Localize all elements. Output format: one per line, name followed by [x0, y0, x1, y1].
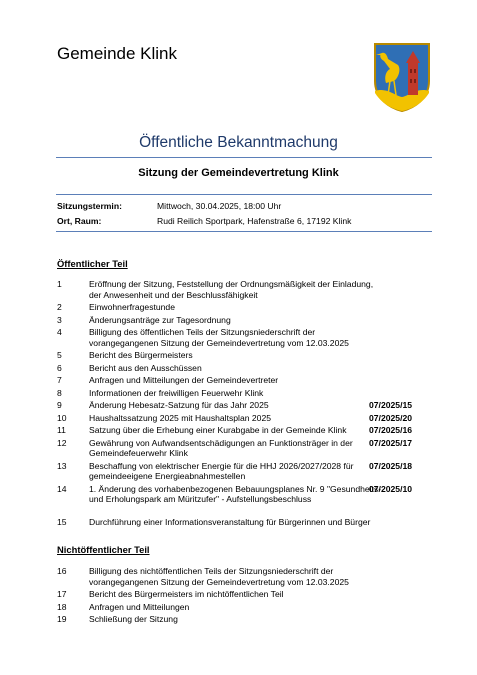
agenda-item [57, 388, 413, 401]
document-title: Öffentliche Bekanntmachung [139, 134, 338, 151]
agenda-item [57, 614, 413, 627]
agenda-item-text: Eröffnung der Sitzung, Feststellung der Ordnungsmäßigkeit der Einladung, der Anwesenheit und der Beschlussfähigkeit [89, 279, 374, 300]
agenda-item [57, 375, 413, 388]
agenda-item-text: Bericht aus den Ausschüssen [89, 362, 202, 373]
agenda-item-number: 13 [57, 460, 67, 471]
agenda-item-number: 7 [57, 375, 62, 385]
public-agenda-list [57, 279, 413, 540]
agenda-item [57, 413, 413, 426]
meta-top-divider [56, 194, 432, 195]
agenda-item-text: Satzung über die Erhebung einer Kurabgabe in der Gemeinde Klink [89, 425, 347, 435]
agenda-item-number: 8 [57, 387, 62, 398]
agenda-item-text: Billigung des nichtöffentlichen Teils der Sitzungsniederschrift der vorangegangenen Sitzung der Gemeindevertretung vom 12.03.2025 [89, 566, 349, 587]
agenda-item [57, 350, 413, 363]
agenda-item-text: Durchführung einer Informationsveranstaltung für Bürgerinnen und Bürger [89, 517, 371, 527]
meeting-date-label: Sitzungstermin: [57, 201, 122, 211]
agenda-item-text: Beschaffung von elektrischer Energie für die HHJ 2026/2027/2028 für gemeindeeigene Energieabnahmestellen [89, 460, 354, 481]
agenda-item-number: 14 [57, 483, 67, 494]
agenda-item-number: 5 [57, 350, 62, 360]
nonpublic-section-heading: Nichtöffentlicher Teil [57, 544, 150, 555]
agenda-item [57, 484, 413, 518]
nonpublic-agenda-list [57, 566, 413, 627]
agenda-item-number: 3 [57, 314, 62, 325]
agenda-item-text: Bericht des Bürgermeisters im nichtöffentlichen Teil [89, 589, 284, 599]
agenda-item-number: 12 [57, 437, 67, 448]
title-divider [56, 157, 432, 158]
agenda-item-text: Anfragen und Mitteilungen der Gemeindevertreter [89, 375, 279, 385]
agenda-item-text: 1. Änderung des vorhabenbezogenen Bebauungsplanes Nr. 9 "Gesundheits- und Erholungspark am Müritzufer" - Aufstellungsbeschluss [89, 483, 382, 504]
agenda-item-reference: 07/2025/20 [369, 412, 413, 423]
agenda-item-number: 1 [57, 279, 62, 289]
agenda-item-reference: 07/2025/17 [369, 437, 413, 448]
agenda-item [57, 400, 413, 413]
agenda-item [57, 589, 413, 602]
agenda-item-text: Haushaltssatzung 2025 mit Haushaltsplan 2025 [89, 412, 272, 423]
agenda-item-number: 15 [57, 517, 67, 527]
agenda-item-number: 17 [57, 589, 67, 599]
agenda-item-number: 16 [57, 566, 67, 576]
meta-bottom-divider [56, 231, 432, 232]
agenda-item [57, 438, 413, 461]
agenda-item-text: Informationen der freiwilligen Feuerwehr Klink [89, 387, 264, 398]
agenda-item [57, 327, 413, 350]
agenda-item-reference: 07/2025/18 [369, 460, 413, 471]
agenda-item-text: Schließung der Sitzung [89, 614, 178, 624]
agenda-item-number: 6 [57, 362, 62, 373]
agenda-item-number: 11 [57, 425, 66, 435]
agenda-item [57, 363, 413, 376]
agenda-item [57, 566, 413, 589]
agenda-item-reference: 07/2025/15 [369, 400, 413, 410]
agenda-item-text: Bericht des Bürgermeisters [89, 350, 193, 360]
agenda-item [57, 517, 413, 540]
agenda-item-text: Änderungsanträge zur Tagesordnung [89, 314, 231, 325]
agenda-item [57, 302, 413, 315]
agenda-item-text: Anfragen und Mitteilungen [89, 601, 190, 612]
meeting-place-label: Ort, Raum: [57, 216, 102, 226]
agenda-item-text: Billigung des öffentlichen Teils der Sitzungsniederschrift der vorangegangenen Sitzung der Gemeindevertretung vom 12.03.2025 [89, 327, 349, 348]
agenda-item-number: 10 [57, 412, 67, 423]
agenda-item-text: Einwohnerfragestunde [89, 302, 175, 312]
agenda-item-number: 2 [57, 302, 62, 312]
agenda-item-text: Gewährung von Aufwandsentschädigungen an Funktionsträger in der Gemeindefeuerwehr Klink [89, 437, 353, 458]
agenda-item-number: 9 [57, 400, 62, 410]
meeting-place-value: Rudi Reilich Sportpark, Hafenstraße 6, 17192 Klink [157, 216, 352, 226]
agenda-item [57, 279, 413, 302]
agenda-item [57, 425, 413, 438]
agenda-item-reference: 07/2025/16 [369, 425, 413, 435]
agenda-item-text: Änderung Hebesatz-Satzung für das Jahr 2025 [89, 400, 269, 410]
municipality-name: Gemeinde Klink [57, 44, 178, 63]
public-section-heading: Öffentlicher Teil [57, 258, 128, 269]
agenda-item [57, 315, 413, 328]
meeting-date-value: Mittwoch, 30.04.2025, 18:00 Uhr [157, 201, 282, 211]
agenda-item-reference: 07/2025/10 [369, 483, 413, 494]
agenda-item [57, 461, 413, 484]
agenda-item-number: 4 [57, 327, 62, 337]
agenda-item [57, 602, 413, 615]
agenda-item-number: 18 [57, 601, 67, 612]
coat-of-arms-icon [372, 41, 432, 113]
document-subtitle: Sitzung der Gemeindevertretung Klink [138, 167, 339, 179]
agenda-item-number: 19 [57, 614, 67, 624]
